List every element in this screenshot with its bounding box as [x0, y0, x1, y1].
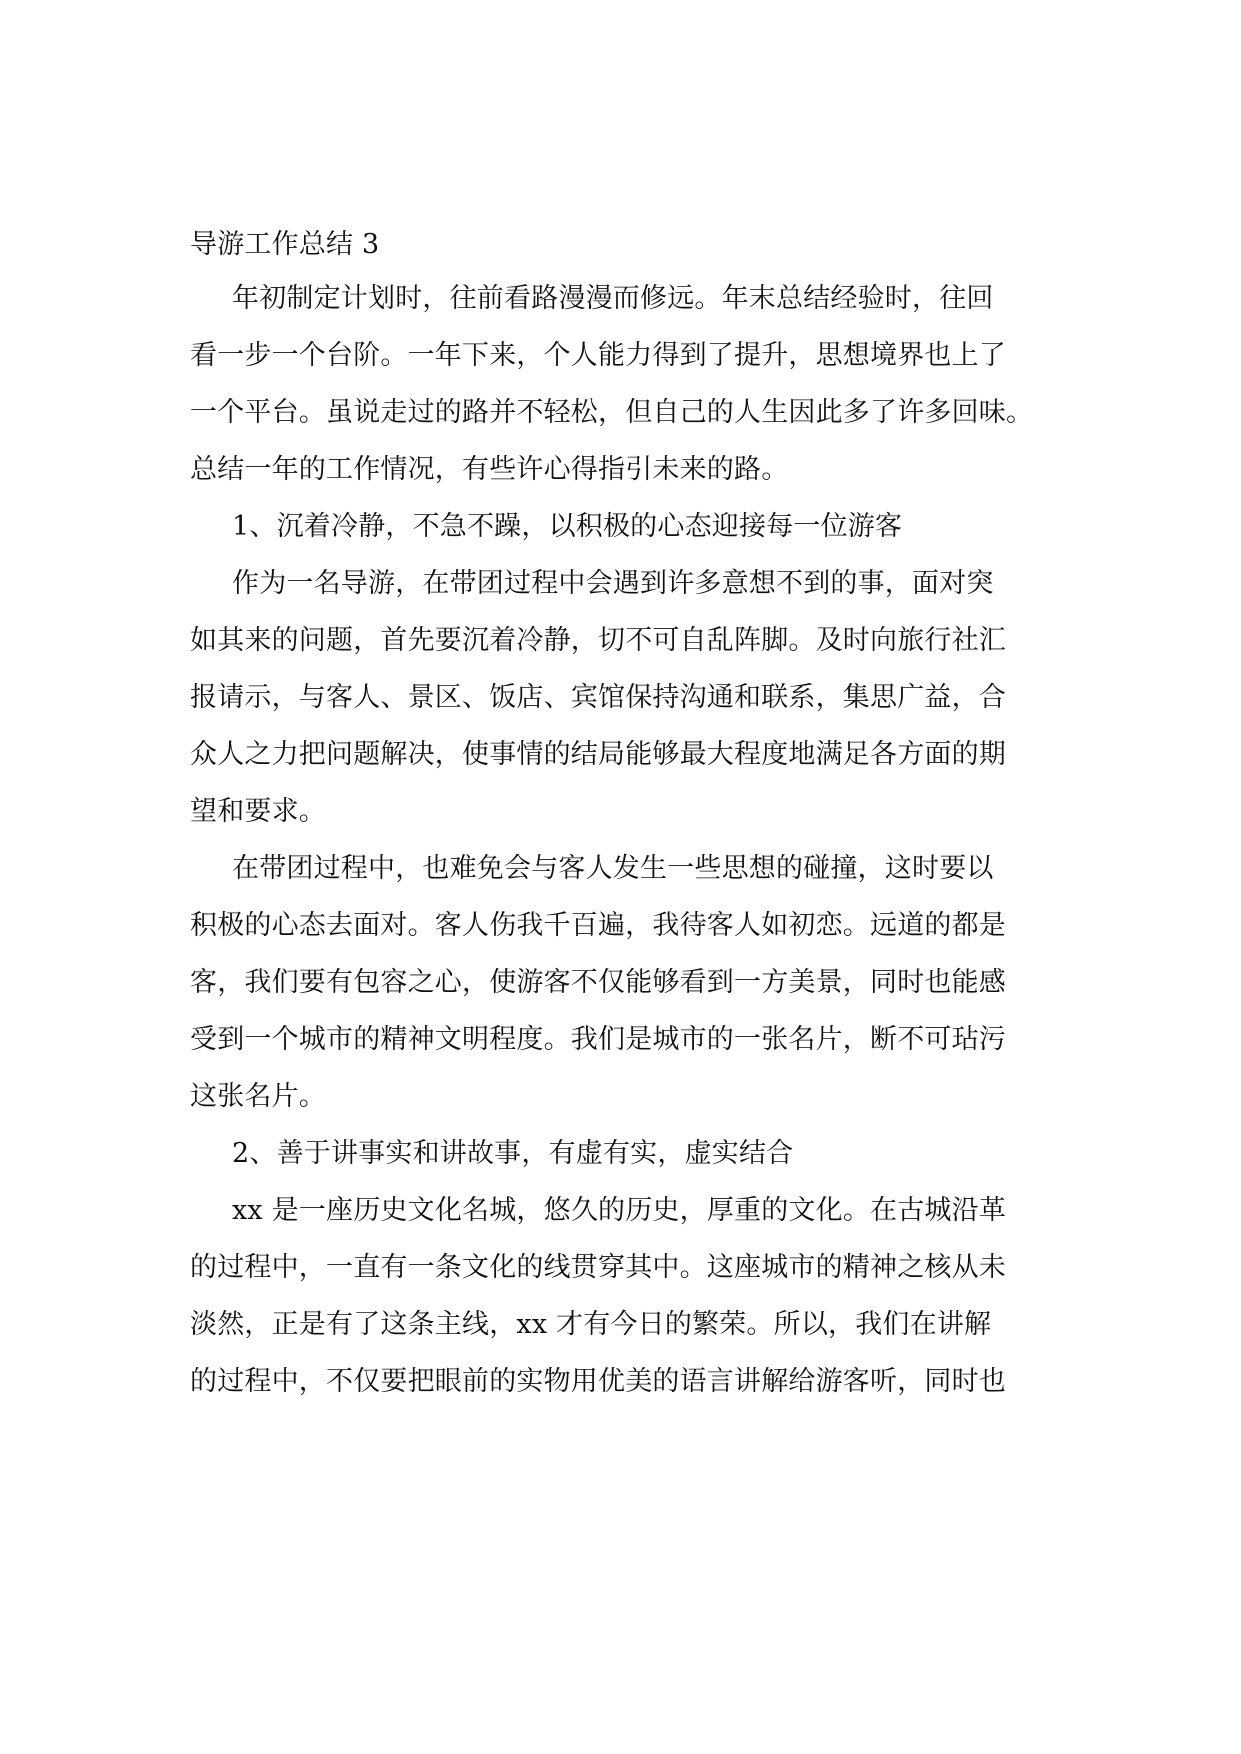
text-line: 积极的心态去面对。客人伤我千百遍，我待客人如初恋。远道的都是: [190, 910, 1006, 941]
document-body: [190, 228, 1060, 1410]
section-heading-2: [190, 1125, 1060, 1182]
text-line: 淡然，正是有了这条主线，xx 才有今日的繁荣。所以，我们在讲解: [190, 1309, 992, 1340]
text-line: 的过程中，一直有一条文化的线贯穿其中。这座城市的精神之核从未: [190, 1252, 1006, 1283]
text-line: 总结一年的工作情况，有些许心得指引未来的路。: [190, 454, 789, 485]
text-line: 作为一名导游，在带团过程中会遇到许多意想不到的事，面对突: [232, 568, 994, 599]
text-line: 1、沉着冷静，不急不躁，以积极的心态迎接每一位游客: [232, 511, 903, 542]
text-line: 这张名片。: [190, 1081, 326, 1112]
text-line: 报请示，与客人、景区、饭店、宾馆保持沟通和联系，集思广益，合: [190, 682, 1006, 713]
text-line: 客，我们要有包容之心，使游客不仅能够看到一方美景，同时也能感: [190, 967, 1006, 998]
text-line: xx 是一座历史文化名城，悠久的历史，厚重的文化。在古城沿革: [232, 1195, 1007, 1226]
section-heading-1: [190, 498, 1060, 555]
text-line: 在带团过程中，也难免会与客人发生一些思想的碰撞，这时要以: [232, 853, 994, 884]
text-line: 的过程中，不仅要把眼前的实物用优美的语言讲解给游客听，同时也: [190, 1366, 1006, 1397]
text-line: 望和要求。: [190, 796, 326, 827]
paragraph-history: [190, 1182, 1060, 1410]
text-line: 看一步一个台阶。一年下来，个人能力得到了提升，思想境界也上了: [190, 340, 1006, 371]
text-line: 年初制定计划时，往前看路漫漫而修远。年末总结经验时，往回: [232, 283, 994, 314]
document-title: 导游工作总结 3: [190, 229, 380, 260]
paragraph-intro: [190, 270, 1060, 498]
text-line: 2、善于讲事实和讲故事，有虚有实，虚实结合: [232, 1138, 794, 1169]
paragraph-attitude: [190, 840, 1060, 1125]
paragraph-guide-role: [190, 555, 1060, 840]
text-line: 众人之力把问题解决，使事情的结局能够最大程度地满足各方面的期: [190, 739, 1006, 770]
text-line: 受到一个城市的精神文明程度。我们是城市的一张名片，断不可玷污: [190, 1024, 1006, 1055]
text-line: 一个平台。虽说走过的路并不轻松，但自己的人生因此多了许多回味。: [190, 397, 1034, 428]
text-line: 如其来的问题，首先要沉着冷静，切不可自乱阵脚。及时向旅行社汇: [190, 625, 1006, 656]
